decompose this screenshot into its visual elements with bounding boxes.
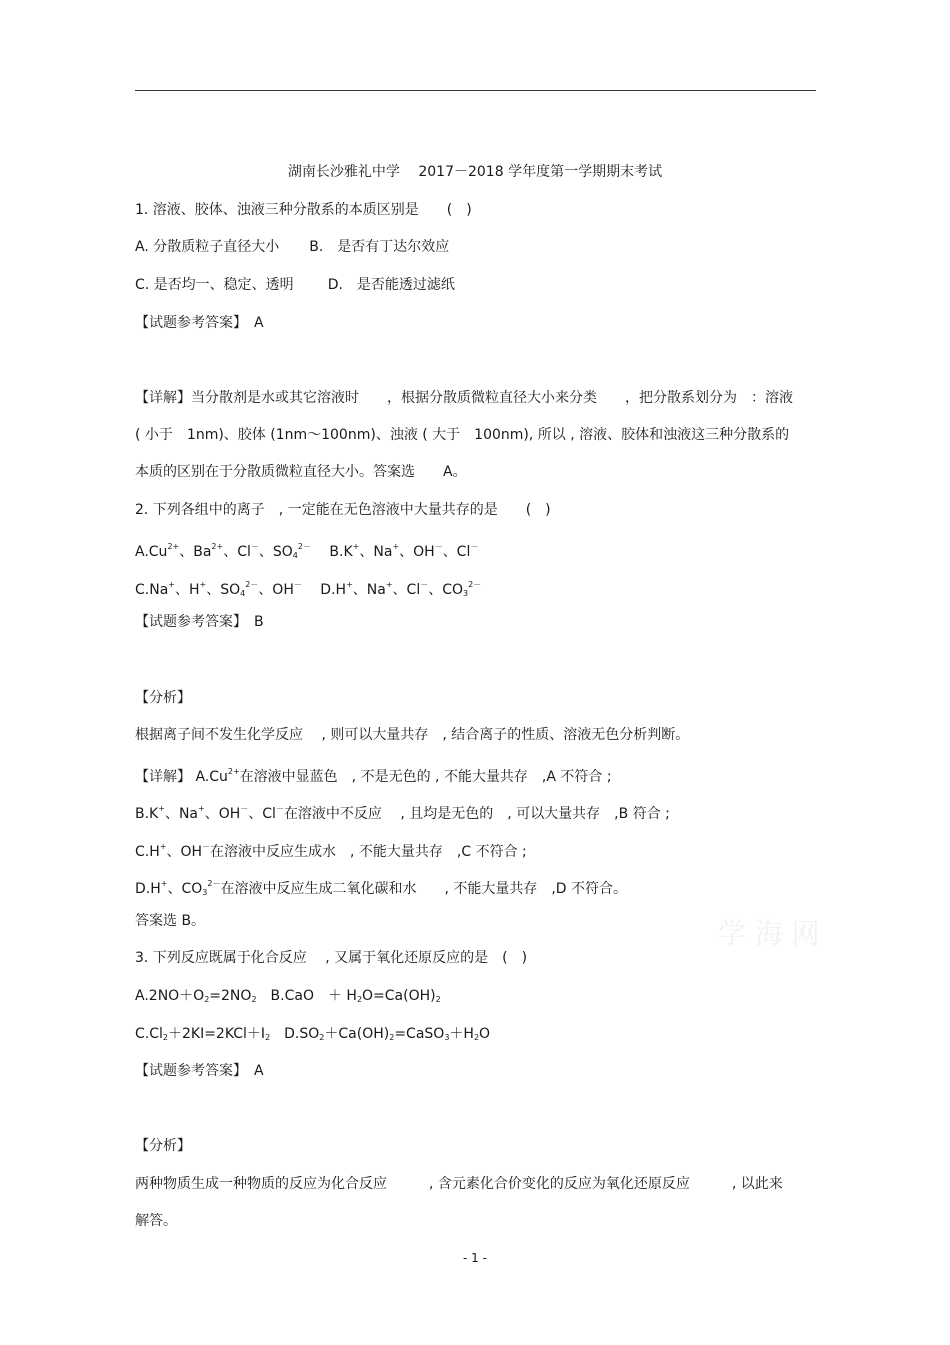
q2-analysis-label: 【分析】 [135, 690, 191, 706]
q1-options-cd: C. 是否均一、稳定、透明 D. 是否能透过滤纸 [135, 277, 455, 293]
q2-stem: 2. 下列各组中的离子 , 一定能在无色溶液中大量共存的是 ( ) [135, 502, 551, 518]
q2-detail-1: 【详解】 $A.Cu^{2+}$在溶液中显蓝色 , 不是无色的 , 不能大量共存 ,A 不符合 ; [135, 767, 612, 785]
q3-options-ab: $A.2NO+O_2=2NO_2$ B.CaO ＋ $H_2O=Ca(OH)_2$ [135, 988, 441, 1004]
q3-analysis-label: 【分析】 [135, 1138, 191, 1154]
q2-options-ab: $A.Cu^{2+}$、$Ba^{2+}$、Cl－、$SO_4^{2-}$ B.K+、Na+、OH－、Cl－ [135, 542, 479, 560]
q3-stem: 3. 下列反应既属于化合反应 , 又属于氧化还原反应的是 ( ) [135, 950, 528, 966]
q1-detail-3: 本质的区别在于分散质微粒直径大小。答案选 A。 [135, 464, 467, 480]
q1-answer: 【试题参考答案】 A [135, 315, 264, 331]
q3-analysis-2: 解答。 [135, 1213, 177, 1229]
q2-options-cd: C.Na+、H+、$SO_4^{2-}$、OH－ D.H+、Na+、Cl－、$CO_3^{2-}$ [135, 580, 482, 598]
q3-analysis-1: 两种物质生成一种物质的反应为化合反应 , 含元素化合价变化的反应为氧化还原反应 , 以此来 [135, 1176, 783, 1192]
q2-detail-3: C.H+、OH－在溶液中反应生成水 , 不能大量共存 ,C 不符合 ; [135, 842, 527, 860]
q3-options-cd: $C.Cl_2+2KI=2KCl+I_2$ $D.SO_2+Ca(OH)_2=CaSO_3+H_2O$ [135, 1026, 491, 1042]
q2-detail-2: B.K+、Na+、OH－、Cl－在溶液中不反应 , 且均是无色的 , 可以大量共存 ,B 符合 ; [135, 804, 670, 822]
q2-final-answer: 答案选 B。 [135, 913, 206, 929]
q2-analysis: 根据离子间不发生化学反应 , 则可以大量共存 , 结合离子的性质、溶液无色分析判断。 [135, 727, 690, 743]
q1-stem: 1. 溶液、胶体、浊液三种分散系的本质区别是 ( ) [135, 202, 472, 218]
page-number: - 1 - [463, 1251, 487, 1265]
q2-answer: 【试题参考答案】 B [135, 614, 264, 630]
q1-options-ab: A. 分散质粒子直径大小 B. 是否有丁达尔效应 [135, 239, 450, 255]
exam-title: 湖南长沙雅礼中学 2017－2018 学年度第一学期期末考试 [287, 164, 663, 180]
q3-answer: 【试题参考答案】 A [135, 1063, 264, 1079]
watermark: 学 海 网 [718, 917, 820, 950]
q2-detail-4: D.H+、$CO_3^{2-}$在溶液中反应生成二氧化碳和水 , 不能大量共存 ,D 不符合。 [135, 879, 628, 897]
q1-detail-2: ( 小于 1nm)、胶体 (1nm～100nm)、浊液 ( 大于 100nm), 所以 , 溶液、胶体和浊液这三种分散系的 [135, 427, 790, 443]
q1-detail-1: 【详解】当分散剂是水或其它溶液时 ，根据分散质微粒直径大小来分类 ，把分散系划分为 ：溶液 [135, 390, 793, 406]
header-rule [135, 90, 816, 91]
